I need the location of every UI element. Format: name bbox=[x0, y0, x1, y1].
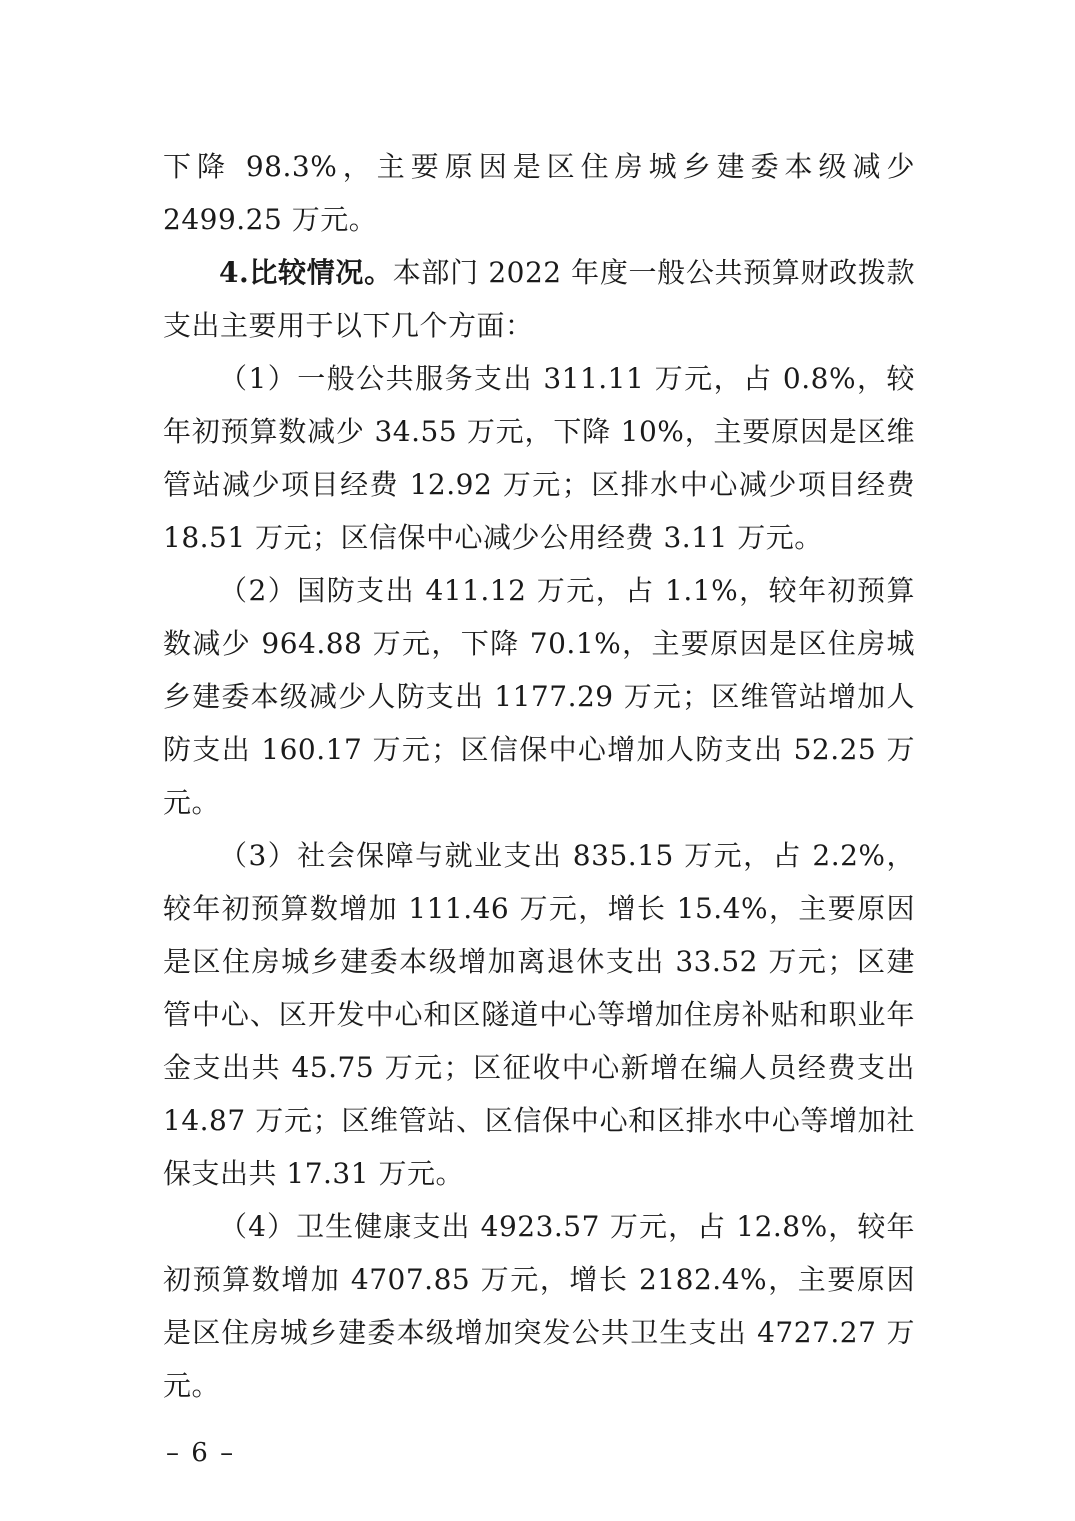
paragraph-section-4 bbox=[163, 246, 915, 352]
body-text bbox=[163, 140, 915, 1412]
paragraph-item-3: （3）社会保障与就业支出 835.15 万元，占 2.2%，较年初预算数增加 111.46 万元，增长 15.4%，主要原因是区住房城乡建委本级增加离退休支出 33.52 万元；区建管中心、区开发中心和区隧道中心等增加住房补贴和职业年金支出共 45.75 万元；区征收中心新增在编人员经费支出 14.87 万元；区维管站、区信保中心和区排水中心等增加社保支出共 17.31 万元。 bbox=[163, 839, 915, 1190]
paragraph-item-1: （1）一般公共服务支出 311.11 万元，占 0.8%，较年初预算数减少 34.55 万元，下降 10%，主要原因是区维管站减少项目经费 12.92 万元；区排水中心减少项目经费 18.51 万元；区信保中心减少公用经费 3.11 万元。 bbox=[163, 362, 915, 554]
paragraph-continuation: 下降 98.3%，主要原因是区住房城乡建委本级减少 2499.25 万元。 bbox=[163, 150, 915, 236]
section-4-heading: 4.比较情况。 bbox=[219, 256, 393, 289]
section-4-text: 本部门 2022 年度一般公共预算财政拨款支出主要用于以下几个方面： bbox=[163, 256, 916, 342]
paragraph-item-2: （2）国防支出 411.12 万元，占 1.1%，较年初预算数减少 964.88 万元，下降 70.1%，主要原因是区住房城乡建委本级减少人防支出 1177.29 万元；区维管站增加人防支出 160.17 万元；区信保中心增加人防支出 52.25 万元。 bbox=[163, 574, 915, 819]
page-number: – 6 – bbox=[166, 1438, 236, 1468]
paragraph-item-4: （4）卫生健康支出 4923.57 万元，占 12.8%，较年初预算数增加 4707.85 万元，增长 2182.4%，主要原因是区住房城乡建委本级增加突发公共卫生支出 4727.27 万元。 bbox=[163, 1210, 915, 1402]
